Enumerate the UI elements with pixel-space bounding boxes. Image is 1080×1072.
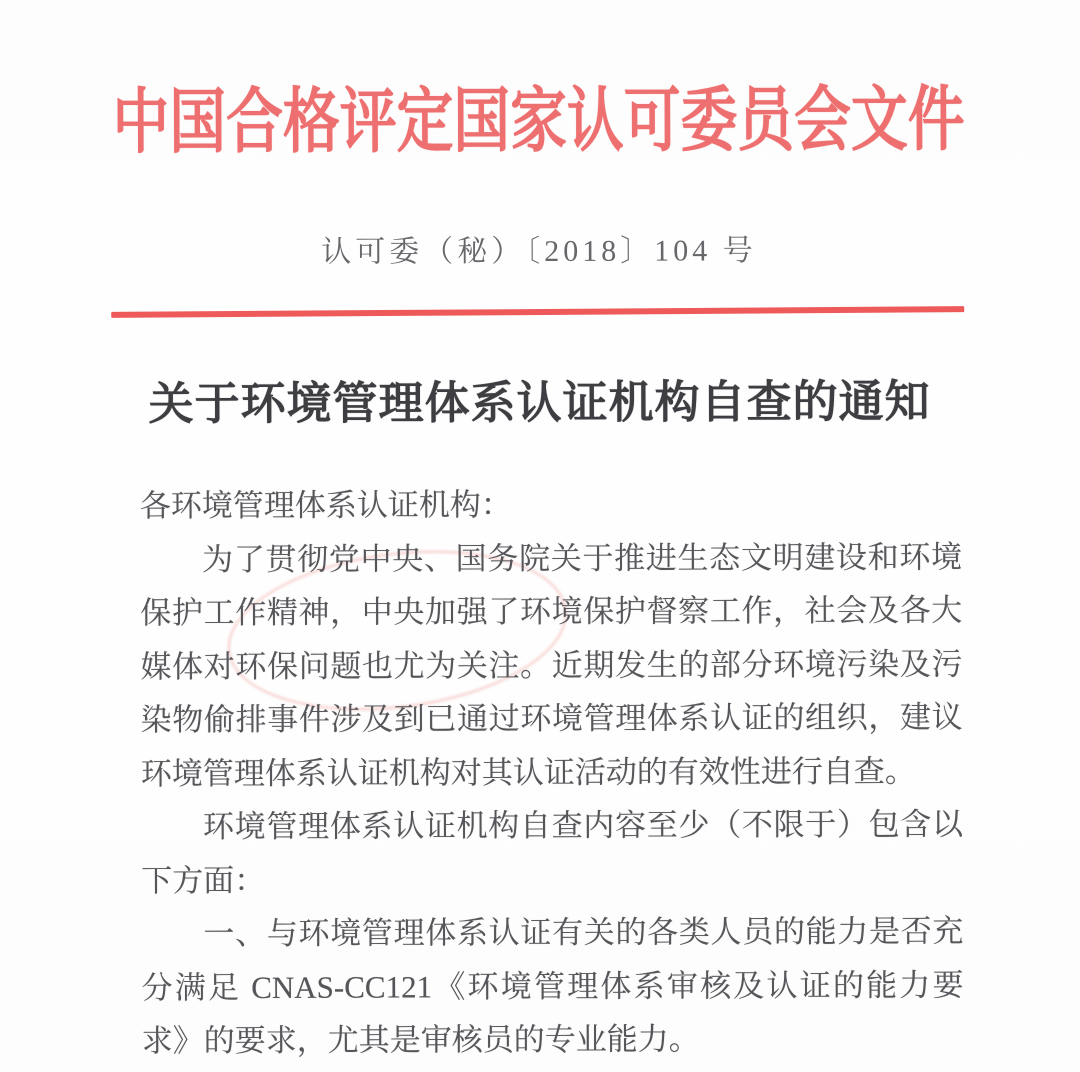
document-reference-number: 认可委（秘）〔2018〕104 号 [321, 234, 757, 269]
paragraph: 为了贯彻党中央、国务院关于推进生态文明建设和环境保护工作精神，中央加强了环境保护督察工作，社会及各大媒体对环保问题也尤为关注。近期发生的部分环境污染及污染物偷排事件涉及到已通过环境管理体系认证的组织，建议环境管理体系认证机构对其认证活动的有效性进行自查。 [140, 539, 963, 791]
document-body [140, 477, 964, 1068]
paragraph: 环境管理体系认证机构自查内容至少（不限于）包含以下方面： [141, 806, 964, 898]
salutation-line: 各环境管理体系认证机构： [139, 487, 512, 524]
paragraph: 一、与环境管理体系认证有关的各类人员的能力是否充分满足 CNAS-CC121《环境管理体系审核及认证的能力要求》的要求，尤其是审核员的专业能力。 [141, 913, 964, 1059]
document-title: 关于环境管理体系认证机构自查的通知 [148, 376, 931, 430]
document-header-title: 中国合格评定国家认可委员会文件 [112, 81, 965, 163]
red-separator-rule [111, 306, 964, 318]
